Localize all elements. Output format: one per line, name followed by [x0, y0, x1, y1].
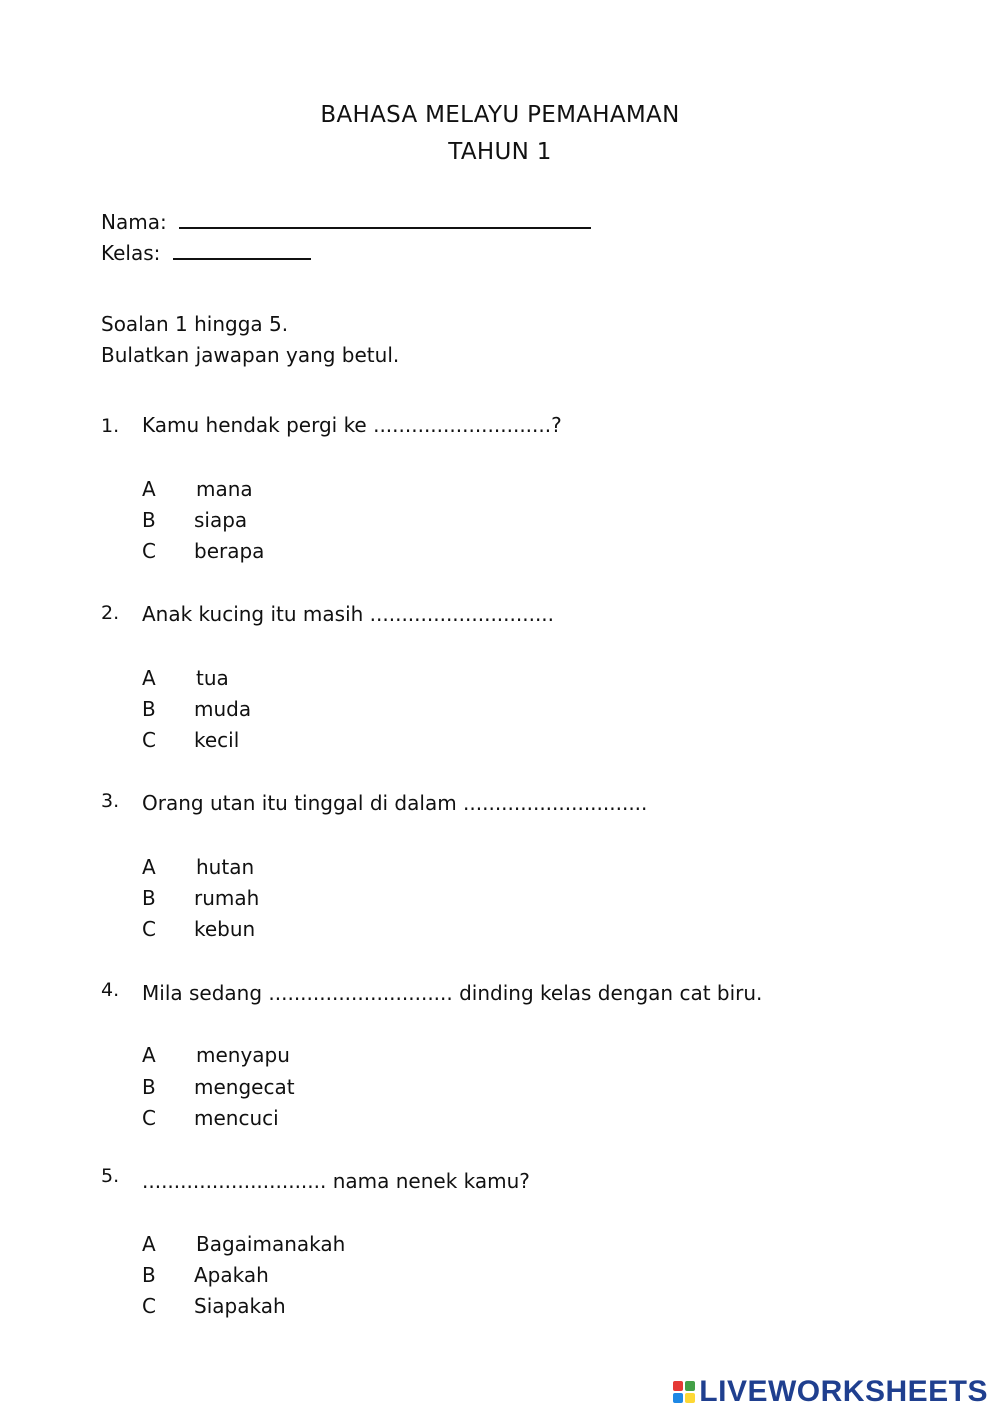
question-2-option-a[interactable]: tua — [196, 666, 229, 690]
question-3-text: Orang utan itu tinggal di dalam ............................. — [142, 791, 648, 815]
question-5-option-b-letter: B — [142, 1263, 156, 1287]
document-title: BAHASA MELAYU PEMAHAMAN — [320, 102, 680, 128]
question-5-text: ............................. nama nenek kamu? — [142, 1169, 530, 1193]
question-3-option-b[interactable]: rumah — [194, 886, 260, 910]
question-3-option-c-letter: C — [142, 917, 156, 941]
question-2-number: 2. — [101, 602, 120, 624]
question-5-number: 5. — [101, 1165, 120, 1187]
question-2-option-b[interactable]: muda — [194, 697, 252, 721]
question-2-option-c-letter: C — [142, 728, 156, 752]
class-field-row — [101, 241, 311, 265]
question-4-option-a-letter: A — [142, 1043, 156, 1067]
question-5-option-c-letter: C — [142, 1294, 156, 1318]
question-3-option-c[interactable]: kebun — [194, 917, 256, 941]
question-3-option-a[interactable]: hutan — [196, 855, 255, 879]
question-4-option-a[interactable]: menyapu — [196, 1043, 290, 1067]
question-3-number: 3. — [101, 790, 120, 812]
question-1-number: 1. — [101, 415, 120, 437]
instruction-range: Soalan 1 hingga 5. — [101, 312, 289, 336]
logo-square-red — [673, 1381, 683, 1391]
question-5-option-b[interactable]: Apakah — [194, 1263, 269, 1287]
question-4-option-b-letter: B — [142, 1075, 156, 1099]
question-5-option-c[interactable]: Siapakah — [194, 1294, 286, 1318]
question-2-option-b-letter: B — [142, 697, 156, 721]
question-5-option-a-letter: A — [142, 1232, 156, 1256]
question-3-option-a-letter: A — [142, 855, 156, 879]
question-1-option-b-letter: B — [142, 508, 156, 532]
question-4-text: Mila sedang ............................. dinding kelas dengan cat biru. — [142, 981, 763, 1005]
question-1-option-c-letter: C — [142, 539, 156, 563]
name-label: Nama: — [101, 210, 167, 234]
liveworksheets-brand[interactable] — [673, 1376, 988, 1408]
liveworksheets-logo-icon — [673, 1381, 695, 1403]
question-2-option-c[interactable]: kecil — [194, 728, 240, 752]
class-blank-line[interactable] — [173, 242, 311, 260]
name-blank-line[interactable] — [179, 211, 591, 229]
logo-square-green — [685, 1381, 695, 1391]
class-label: Kelas: — [101, 241, 161, 265]
question-2-option-a-letter: A — [142, 666, 156, 690]
question-4-option-c[interactable]: mencuci — [194, 1106, 279, 1130]
question-3-option-b-letter: B — [142, 886, 156, 910]
name-field-row — [101, 210, 591, 234]
logo-square-yellow — [685, 1393, 695, 1403]
question-5-option-a[interactable]: Bagaimanakah — [196, 1232, 346, 1256]
question-1-option-a-letter: A — [142, 477, 156, 501]
question-4-option-b[interactable]: mengecat — [194, 1075, 295, 1099]
question-1-option-c[interactable]: berapa — [194, 539, 265, 563]
question-1-option-a[interactable]: mana — [196, 477, 253, 501]
instruction-text: Bulatkan jawapan yang betul. — [101, 343, 400, 367]
logo-square-blue — [673, 1393, 683, 1403]
question-4-option-c-letter: C — [142, 1106, 156, 1130]
question-1-text: Kamu hendak pergi ke ............................? — [142, 413, 562, 437]
liveworksheets-wordmark: LIVEWORKSHEETS — [699, 1375, 988, 1408]
question-2-text: Anak kucing itu masih ............................. — [142, 602, 555, 626]
question-1-option-b[interactable]: siapa — [194, 508, 248, 532]
question-4-number: 4. — [101, 979, 120, 1001]
document-subtitle: TAHUN 1 — [448, 139, 552, 165]
